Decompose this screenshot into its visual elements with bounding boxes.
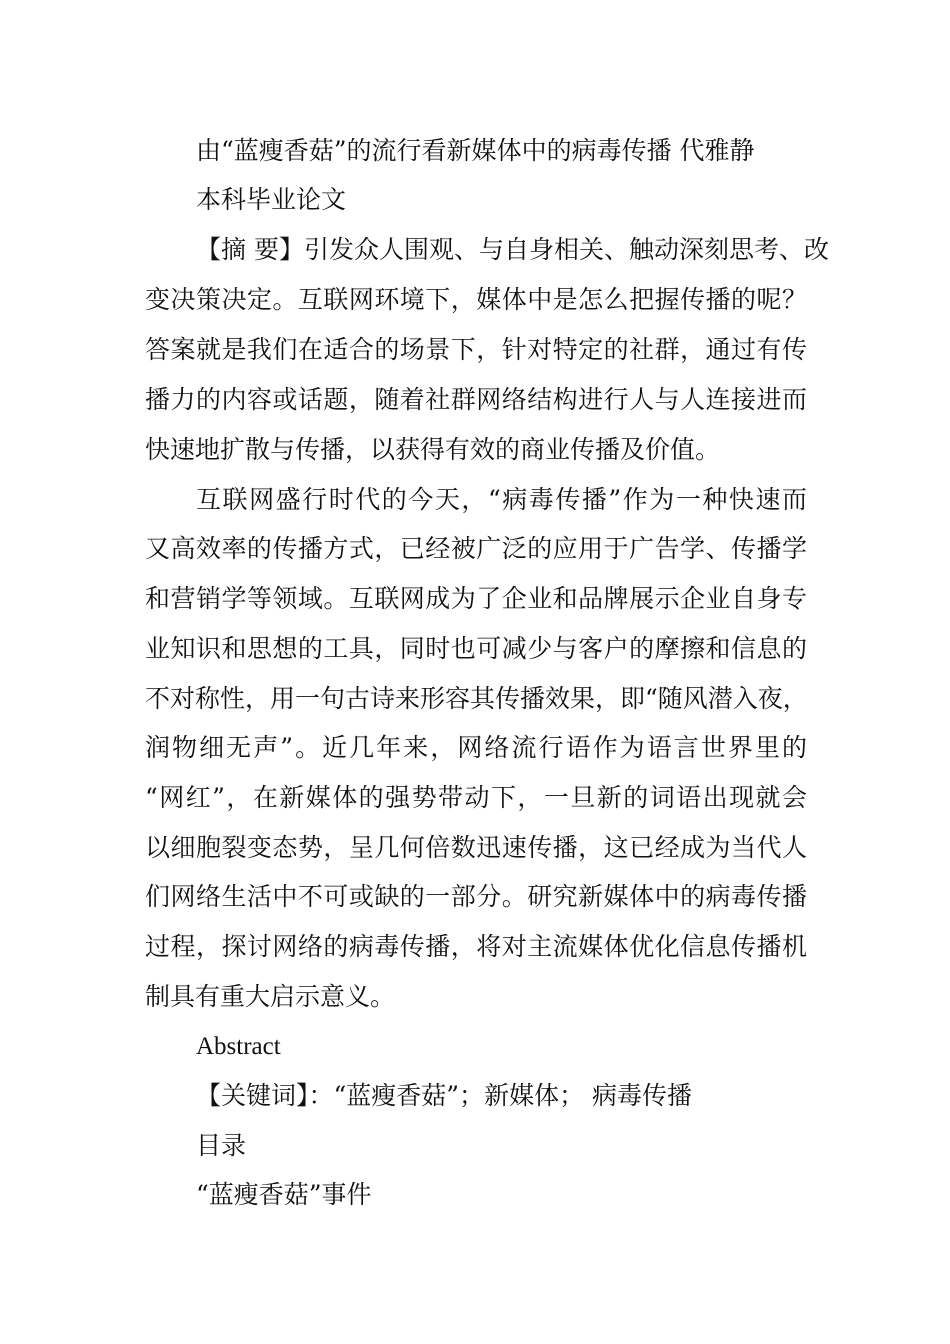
keywords-line: 【关键词】：“蓝瘦香菇”；新媒体； 病毒传播: [196, 1081, 693, 1110]
body-line: 互联网盛行时代的今天，“病毒传播”作为一种快速而: [196, 485, 807, 514]
body-line: 以细胞裂变态势，呈几何倍数迅速传播，这已经成为当代人: [145, 833, 807, 862]
abstract-line: 答案就是我们在适合的场景下，针对特定的社群，通过有传: [145, 335, 807, 364]
body-line: 们网络生活中不可或缺的一部分。研究新媒体中的病毒传播: [145, 882, 807, 911]
body-line: 不对称性，用一句古诗来形容其传播效果，即“随风潜入夜，: [145, 684, 808, 713]
abstract-line: 播力的内容或话题，随着社群网络结构进行人与人连接进而: [145, 385, 807, 414]
abstract-line: 快速地扩散与传播，以获得有效的商业传播及价值。: [145, 435, 721, 464]
toc-heading: 目录: [196, 1131, 247, 1160]
document-subtitle: 本科毕业论文: [196, 185, 347, 214]
body-line: 业知识和思想的工具，同时也可减少与客户的摩擦和信息的: [145, 634, 807, 663]
body-line: 制具有重大启示意义。: [145, 982, 396, 1011]
abstract-en-heading: Abstract: [196, 1033, 281, 1060]
abstract-line: 【摘 要】引发众人围观、与自身相关、触动深刻思考、改: [196, 235, 829, 264]
document-title: 由“蓝瘦香菇”的流行看新媒体中的病毒传播 代雅静: [196, 136, 755, 165]
body-line: 过程，探讨网络的病毒传播，将对主流媒体优化信息传播机: [145, 932, 807, 961]
body-line: “网红”，在新媒体的强势带动下，一旦新的词语出现就会: [145, 783, 807, 812]
body-line: 润物细无声”。近几年来，网络流行语作为语言世界里的: [145, 733, 807, 762]
toc-item: “蓝瘦香菇”事件: [196, 1180, 372, 1209]
abstract-line: 变决策决定。互联网环境下，媒体中是怎么把握传播的呢？: [145, 285, 807, 314]
body-line: 和营销学等领域。互联网成为了企业和品牌展示企业自身专: [145, 584, 807, 613]
body-line: 又高效率的传播方式，已经被广泛的应用于广告学、传播学: [145, 534, 807, 563]
